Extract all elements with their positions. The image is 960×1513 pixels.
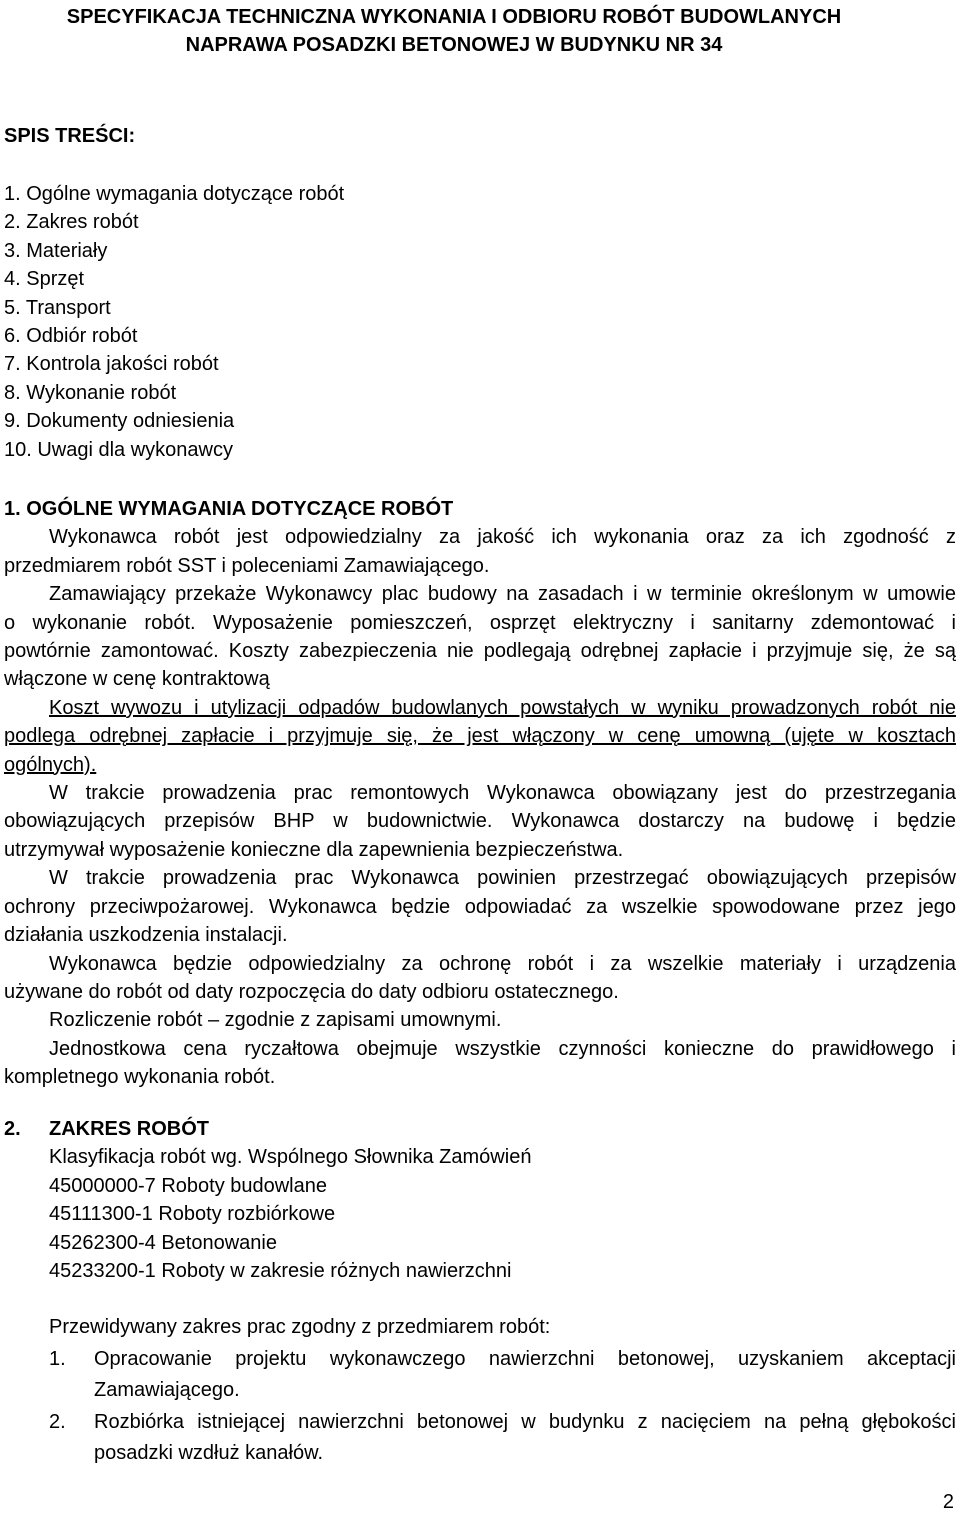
paragraph-line: Wykonawca będzie odpowiedzialny za ochronę robót i za wszelkie materiały i urządzenia [49,952,956,975]
toc-item: 9. Dokumenty odniesienia [4,410,235,433]
toc-item: 2. Zakres robót [4,211,139,234]
paragraph-line: o wykonanie robót. Wyposażenie pomieszczeń, osprzęt elektryczny i sanitarny zdemontować i [4,611,956,634]
table-of-contents [4,180,344,464]
paragraph-line: działania uszkodzenia instalacji. [4,924,288,947]
paragraph-line: Koszt wywozu i utylizacji odpadów budowlanych powstałych w wyniku prowadzonych robót nie [49,696,956,719]
list-item-text [94,1345,956,1405]
scope-intro: Przewidywany zakres prac zgodny z przedmiarem robót: [49,1316,551,1339]
toc-item: 3. Materiały [4,239,108,262]
paragraph-line: Wykonawca robót jest odpowiedzialny za jakość ich wykonania oraz za ich zgodność z [49,526,956,549]
toc-item: 8. Wykonanie robót [4,381,177,404]
list-item [4,1408,956,1468]
paragraph-line: używane do robót od daty rozpoczęcia do daty odbioru ostatecznego. [4,980,619,1003]
paragraph-line: włączone w cenę kontraktową [4,668,270,691]
paragraph-line: ogólnych). [4,753,97,776]
toc-item: 5. Transport [4,296,111,319]
list-item-line: Opracowanie projektu wykonawczego nawierzchni betonowej, uzyskaniem akceptacji [94,1347,956,1370]
section-number: 2. [4,1118,21,1140]
list-item-line: Rozbiórka istniejącej nawierzchni betonowej w budynku z nacięciem na pełną głębokości [94,1410,956,1433]
toc-item: 7. Kontrola jakości robót [4,353,219,376]
toc-item: 4. Sprzęt [4,268,85,291]
paragraph-line: kompletnego wykonania robót. [4,1066,276,1089]
paragraph-line: podlega odrębnej zapłacie i przyjmuje się, że jest włączony w cenę umowną (ujęte w kosztach [4,725,956,748]
paragraph-line: obowiązujących przepisów BHP w budownictwie. Wykonawca dostarczy na budowę i będzie [4,810,956,833]
list-item-text [94,1408,956,1468]
cpv-code: 45000000-7 Roboty budowlane [49,1174,327,1197]
paragraph-line: utrzymywał wyposażenie konieczne dla zapewnienia bezpieczeństwa. [4,838,624,861]
list-item [4,1345,956,1405]
toc-item: 6. Odbiór robót [4,325,138,348]
paragraph-line: W trakcie prowadzenia prac remontowych Wykonawca obowiązany jest do przestrzegania [49,782,956,805]
document-header [4,3,904,59]
section-title: 1. OGÓLNE WYMAGANIA DOTYCZĄCE ROBÓT [4,498,454,520]
paragraph-line: Zamawiający przekaże Wykonawcy plac budowy na zasadach i w terminie określonym w umowie [49,583,956,606]
paragraph-line: przedmiarem robót SST i poleceniami Zamawiającego. [4,554,490,577]
toc-item: 1. Ogólne wymagania dotyczące robót [4,183,345,205]
list-item-number: 1. [49,1347,66,1370]
list-item-line: posadzki wzdłuż kanałów. [94,1442,324,1465]
section-title [4,1115,956,1143]
cpv-code: 45111300-1 Roboty rozbiórkowe [49,1203,336,1226]
paragraph-line: Jednostkowa cena ryczałtowa obejmuje wszystkie czynności konieczne do prawidłowego i [49,1037,956,1060]
paragraph-line: W trakcie prowadzenia prac Wykonawca powinien przestrzegać obowiązujących przepisów [49,867,956,890]
toc-heading: SPIS TREŚCI: [4,125,136,147]
section-scope [4,1115,956,1467]
toc-item: 10. Uwagi dla wykonawcy [4,438,233,461]
list-item-line: Zamawiającego. [94,1379,240,1402]
paragraph-line: powtórnie zamontować. Koszty zabezpieczenia nie podlegają odrębnej zapłacie i przyjmuje się, że są [4,640,956,663]
header-title: SPECYFIKACJA TECHNICZNA WYKONANIA I ODBIORU ROBÓT BUDOWLANYCH [66,6,842,28]
cpv-code: 45233200-1 Roboty w zakresie różnych nawierzchni [49,1260,512,1283]
header-subtitle: NAPRAWA POSADZKI BETONOWEJ W BUDYNKU NR 34 [185,34,723,56]
section-title-text: ZAKRES ROBÓT [49,1118,209,1140]
classification-line: Klasyfikacja robót wg. Wspólnego Słownika Zamówień [49,1146,532,1169]
section-general-requirements [4,495,956,1092]
cpv-code: 45262300-4 Betonowanie [49,1231,277,1254]
list-item-number: 2. [49,1410,66,1433]
page-number: 2 [942,1491,954,1513]
paragraph-line: Rozliczenie robót – zgodnie z zapisami umownymi. [49,1009,502,1032]
paragraph-line: ochrony przeciwpożarowej. Wykonawca będzie odpowiadać za wszelkie spowodowane przez jego [4,895,956,918]
